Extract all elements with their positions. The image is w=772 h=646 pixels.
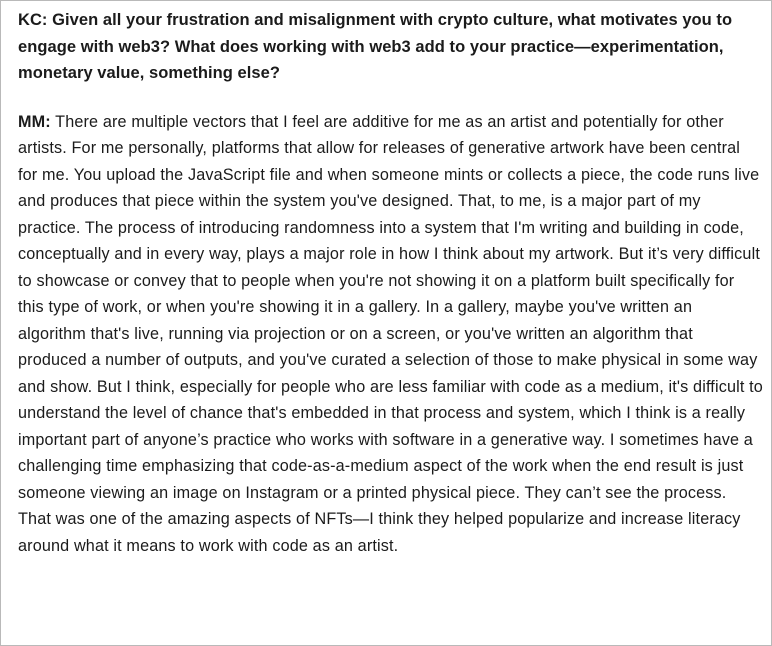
interview-answer bbox=[18, 109, 763, 560]
question-text: Given all your frustration and misalignment with crypto culture, what motivates you to engage with web3? What does working with web3 add to your practice—experimentation, monetary value, something else? bbox=[18, 11, 733, 82]
interview-question bbox=[18, 7, 763, 87]
answer-text: There are multiple vectors that I feel are additive for me as an artist and potentially for other artists. For me personally, platforms that allow for releases of generative artwork have been central for me. You upload the JavaScript file and when someone mints or collects a piece, the code runs live and produces that piece within the system you've designed. That, to me, is a major part of my practice. The process of introducing randomness into a system that I'm writing and building in code, conceptually and in every way, plays a major role in how I think about my artwork. But it’s very difficult to showcase or convey that to people when you're not showing it on a platform built specifically for this type of work, or when you're showing it in a gallery. In a gallery, maybe you've written an algorithm that's live, running via projection or on a screen, or you've written an algorithm that produced a number of outputs, and you've curated a selection of those to make physical in some way and show. But I think, especially for people who are less familiar with code as a medium, it's difficult to understand the level of chance that's embedded in that process and system, which I think is a really important part of anyone’s practice who works with software in a generative way. I sometimes have a challenging time emphasizing that code-as-a-medium aspect of the work when the end result is just someone viewing an image on Instagram or a printed physical piece. They can’t see the process. That was one of the amazing aspects of NFTs—I think they helped popularize and increase literacy around what it means to work with code as an artist. bbox=[18, 112, 763, 555]
question-speaker: KC: bbox=[18, 11, 48, 29]
interview-content bbox=[18, 7, 763, 559]
answer-speaker: MM: bbox=[18, 112, 51, 131]
